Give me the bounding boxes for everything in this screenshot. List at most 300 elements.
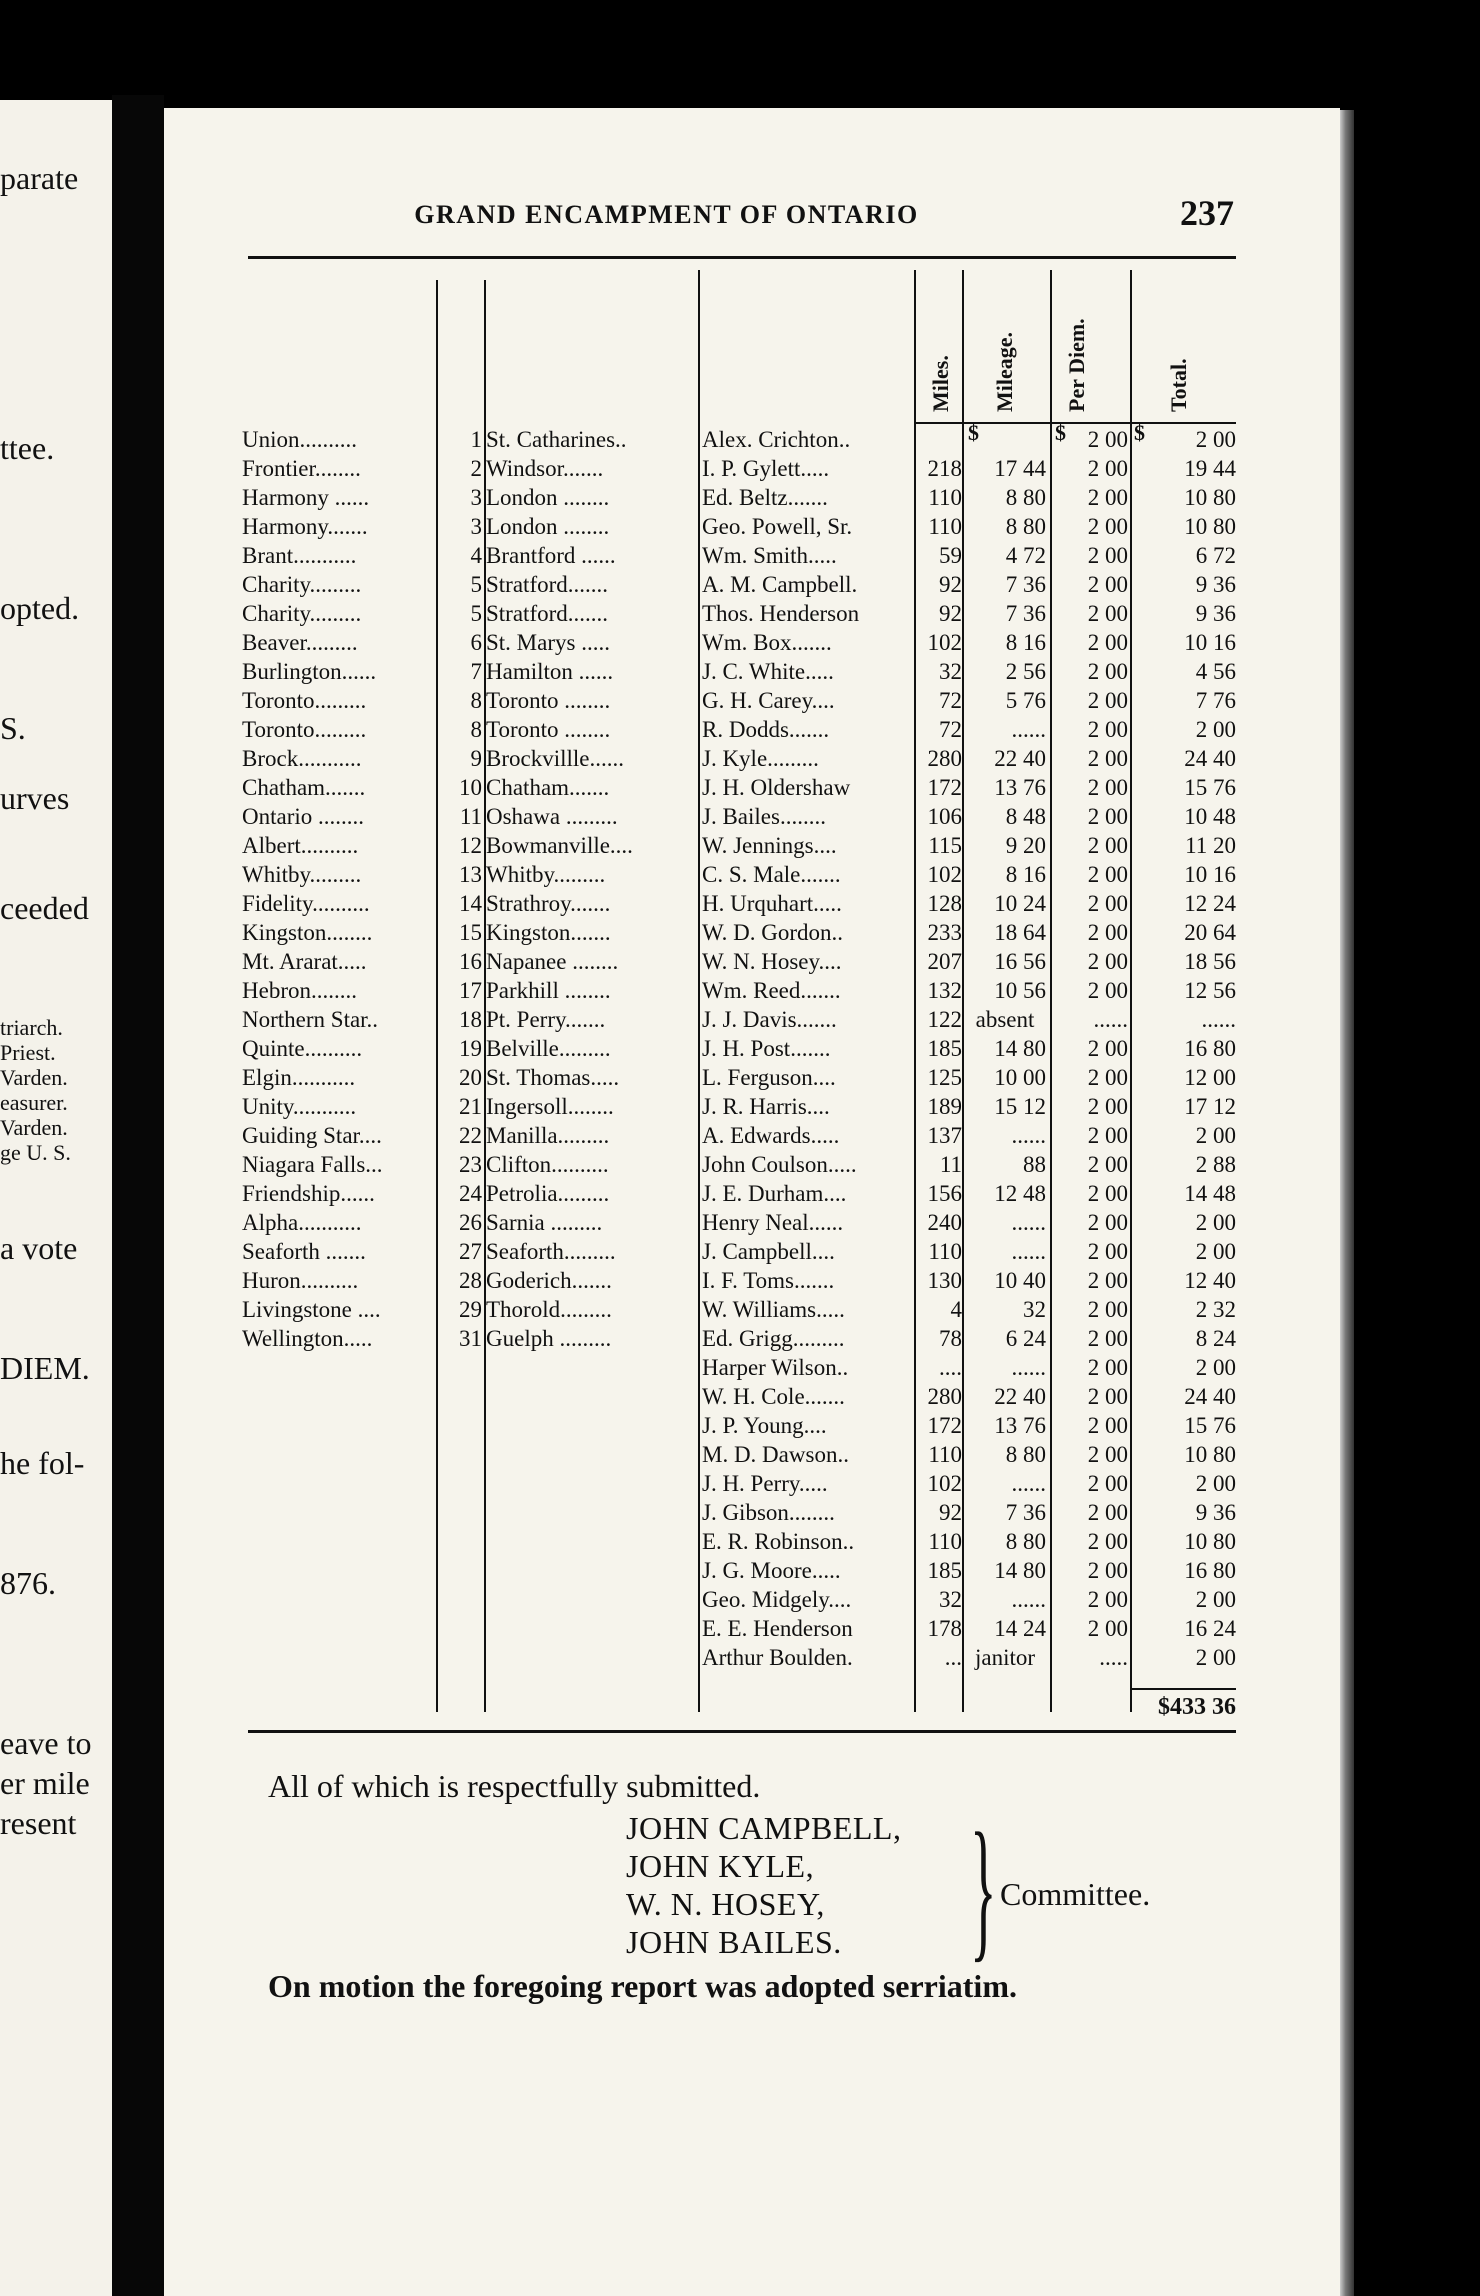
per-diem-value: 2 00 [1087,775,1128,800]
total-value: 18 56 [1184,949,1236,974]
total-value: 15 76 [1184,775,1236,800]
facing-page-text: opted. [0,590,80,626]
table-row [0,1324,1480,1353]
column-header-total: Total. [1166,358,1191,412]
representative-name: J. R. Harris.... [702,1094,830,1119]
miles-value: 110 [928,1529,962,1554]
place-name: Bowmanville.... [486,833,633,858]
mileage-value: 8 48 [1005,804,1046,829]
total-value: 2 32 [1195,1297,1236,1322]
table-row [0,1469,1480,1498]
per-diem-value: 2 00 [1087,833,1128,858]
miles-value: 122 [927,1007,962,1032]
representative-name: J. H. Perry..... [702,1471,828,1496]
representative-name: W. Williams..... [702,1297,845,1322]
per-diem-value: 2 00 [1087,1123,1128,1148]
total-value: 12 40 [1184,1268,1236,1293]
table-row [0,1411,1480,1440]
encampment-name: Fidelity.......... [242,891,370,916]
total-value: 2 00 [1195,1355,1236,1380]
table-row [0,1556,1480,1585]
mileage-value: 14 24 [994,1616,1046,1641]
place-name: Kingston....... [486,920,611,945]
miles-value: 110 [928,1442,962,1467]
representative-name: Wm. Reed....... [702,978,841,1003]
mileage-value: 7 36 [1005,1500,1046,1525]
total-value: 10 80 [1184,1529,1236,1554]
facing-page-text: S. [0,710,26,746]
encampment-name: Northern Star.. [242,1007,379,1032]
mileage-value: 16 56 [994,949,1046,974]
table-row [0,1527,1480,1556]
total-value: 9 36 [1195,572,1236,597]
table-row [0,1034,1480,1063]
total-rule [1130,1688,1236,1690]
table-row [0,1150,1480,1179]
per-diem-value: 2 00 [1087,485,1128,510]
representative-name: J. Kyle......... [702,746,819,771]
total-value: 10 80 [1184,1442,1236,1467]
encampment-number: 8 [470,717,482,742]
facing-page-text: ceeded [0,890,89,926]
encampment-name: Guiding Star.... [242,1123,382,1148]
grand-total: $433 36 [1158,1694,1236,1720]
facing-page-text: urves [0,780,70,816]
facing-page-text: ttee. [0,430,55,466]
table-row [0,1266,1480,1295]
table-row [0,1643,1480,1672]
place-name: Chatham....... [486,775,610,800]
total-value: 4 56 [1195,659,1236,684]
encampment-name: Elgin........... [242,1065,356,1090]
table-row [0,483,1480,512]
table-row [0,628,1480,657]
mileage-value: 9 20 [1005,833,1046,858]
representative-name: J. H. Oldershaw [702,775,851,800]
place-name: Seaforth......... [486,1239,616,1264]
facing-page-text: ge U. S. [0,1140,71,1165]
place-name: London ........ [486,514,610,539]
representative-name: Alex. Crichton.. [702,427,851,452]
table-row [0,1614,1480,1643]
place-name: Windsor....... [486,456,604,481]
representative-name: R. Dodds....... [702,717,830,742]
encampment-number: 2 [470,456,482,481]
miles-value: 78 [939,1326,962,1351]
per-diem-value: 2 00 [1087,1413,1128,1438]
miles-value: 218 [927,456,962,481]
table-row [0,1179,1480,1208]
table-row [0,918,1480,947]
running-title: GRAND ENCAMPMENT OF ONTARIO [414,200,919,229]
total-value: 2 00 [1195,1210,1236,1235]
table-row [0,773,1480,802]
total-value: 7 76 [1195,688,1236,713]
miles-value: 185 [927,1036,962,1061]
encampment-number: 4 [470,543,482,568]
total-value: 10 48 [1184,804,1236,829]
per-diem-value: 2 00 [1087,1094,1128,1119]
encampment-number: 19 [459,1036,482,1061]
representative-name: J. H. Post....... [702,1036,831,1061]
mileage-value: 8 16 [1005,862,1046,887]
per-diem-value: 2 00 [1087,1181,1128,1206]
table-row [0,657,1480,686]
representative-name: Geo. Powell, Sr. [702,514,853,539]
encampment-name: Quinte.......... [242,1036,363,1061]
total-value: 10 16 [1184,630,1236,655]
per-diem-value: 2 00 [1087,1297,1128,1322]
mileage-value: 10 40 [994,1268,1046,1293]
encampment-name: Seaforth ....... [242,1239,366,1264]
miles-value: 11 [939,1152,962,1177]
mileage-value: 8 80 [1005,514,1046,539]
motion-statement: On motion the foregoing report was adopted serriatim. [268,1968,1017,2004]
miles-value: 110 [928,1239,962,1264]
representative-name: Harper Wilson.. [702,1355,849,1380]
mileage-value: ...... [1011,1471,1046,1496]
total-value: 20 64 [1184,920,1236,945]
per-diem-value: 2 00 [1087,1500,1128,1525]
representative-name: I. F. Toms....... [702,1268,835,1293]
table-row [0,570,1480,599]
table-row [0,454,1480,483]
representative-name: J. G. Moore..... [702,1558,841,1583]
mileage-value: absent [975,1007,1035,1032]
table-row [0,1353,1480,1382]
place-name: St. Catharines.. [486,427,627,452]
mileage-value: 10 00 [994,1065,1046,1090]
table-row [0,1440,1480,1469]
mileage-value: 4 72 [1005,543,1046,568]
encampment-name: Mt. Ararat..... [242,949,367,974]
encampment-number: 7 [470,659,482,684]
miles-value: 128 [927,891,962,916]
representative-name: J. Gibson........ [702,1500,835,1525]
encampment-name: Unity........... [242,1094,357,1119]
mileage-value: 8 80 [1005,1529,1046,1554]
representative-name: J. J. Davis....... [702,1007,837,1032]
per-diem-value: 2 00 [1087,1210,1128,1235]
total-value: 9 36 [1195,601,1236,626]
total-value: 2 00 [1195,1123,1236,1148]
mileage-value: 12 48 [994,1181,1046,1206]
total-value: 10 80 [1184,514,1236,539]
per-diem-value: 2 00 [1087,1471,1128,1496]
mileage-value: 14 80 [994,1558,1046,1583]
encampment-name: Friendship...... [242,1181,375,1206]
total-value: 10 80 [1184,485,1236,510]
per-diem-value: 2 00 [1087,514,1128,539]
total-value: 16 80 [1184,1036,1236,1061]
mileage-value: 2 56 [1005,659,1046,684]
encampment-name: Alpha........... [242,1210,362,1235]
representative-name: A. M. Campbell. [702,572,858,597]
per-diem-value: 2 00 [1087,456,1128,481]
table-row [0,1005,1480,1034]
representative-name: Ed. Grigg......... [702,1326,845,1351]
committee-brace: } [970,1801,997,1976]
total-value: 16 24 [1184,1616,1236,1641]
encampment-number: 15 [459,920,482,945]
place-name: Belville......... [486,1036,611,1061]
table-row [0,541,1480,570]
total-value: 12 56 [1184,978,1236,1003]
closing-statement: All of which is respectfully submitted. [268,1768,761,1804]
mileage-value: 15 12 [994,1094,1046,1119]
encampment-number: 23 [459,1152,482,1177]
mileage-value: 8 16 [1005,630,1046,655]
miles-value: 280 [927,746,962,771]
encampment-name: Wellington..... [242,1326,373,1351]
per-diem-value: 2 00 [1087,920,1128,945]
total-value: 17 12 [1184,1094,1236,1119]
miles-value: 156 [927,1181,962,1206]
encampment-number: 1 [470,427,482,452]
table-row [0,947,1480,976]
encampment-name: Kingston........ [242,920,373,945]
encampment-name: Brant........... [242,543,357,568]
place-name: Petrolia......... [486,1181,610,1206]
per-diem-value: 2 00 [1087,1326,1128,1351]
encampment-name: Harmony....... [242,514,368,539]
per-diem-value: 2 00 [1087,746,1128,771]
per-diem-value: 2 00 [1087,1442,1128,1467]
mileage-value: 8 80 [1005,1442,1046,1467]
encampment-name: Chatham....... [242,775,366,800]
representative-name: J. C. White..... [702,659,834,684]
per-diem-value: 2 00 [1087,862,1128,887]
encampment-name: Toronto......... [242,717,367,742]
per-diem-value: 2 00 [1087,978,1128,1003]
miles-value: 110 [928,485,962,510]
encampment-number: 20 [459,1065,482,1090]
mileage-value: 5 76 [1005,688,1046,713]
encampment-name: Livingstone .... [242,1297,381,1322]
per-diem-value: 2 00 [1087,1065,1128,1090]
per-diem-value: 2 00 [1087,601,1128,626]
column-header-miles: Miles. [928,355,953,412]
facing-page-text: triarch. [0,1015,63,1040]
mileage-value: 10 24 [994,891,1046,916]
place-name: Brantford ...... [486,543,616,568]
table-row [0,1295,1480,1324]
mileage-value: ...... [1011,717,1046,742]
encampment-number: 17 [459,978,482,1003]
miles-value: 72 [939,688,962,713]
total-value: 2 00 [1195,427,1236,452]
miles-value: 72 [939,717,962,742]
encampment-number: 9 [470,746,482,771]
total-value: 12 24 [1184,891,1236,916]
representative-name: W. D. Gordon.. [702,920,843,945]
encampment-number: 31 [459,1326,482,1351]
representative-name: C. S. Male....... [702,862,841,887]
per-diem-value: 2 00 [1087,630,1128,655]
per-diem-value: 2 00 [1087,1239,1128,1264]
place-name: St. Thomas..... [486,1065,620,1090]
mileage-value: 32 [1023,1297,1046,1322]
facing-page-text: resent [0,1805,77,1841]
miles-value: 102 [927,862,962,887]
encampment-number: 29 [459,1297,482,1322]
encampment-name: Frontier........ [242,456,361,481]
encampment-number: 22 [459,1123,482,1148]
table-row [0,686,1480,715]
mileage-value: 13 76 [994,1413,1046,1438]
mileage-value: ...... [1011,1239,1046,1264]
representative-name: M. D. Dawson.. [702,1442,849,1467]
encampment-number: 14 [459,891,482,916]
total-value: 12 00 [1184,1065,1236,1090]
total-value: 2 00 [1195,1239,1236,1264]
currency-mark: $ [1134,420,1145,445]
encampment-name: Hebron........ [242,978,357,1003]
table-row [0,1237,1480,1266]
miles-value: 92 [939,601,962,626]
place-name: Clifton.......... [486,1152,609,1177]
encampment-name: Charity......... [242,601,362,626]
committee-label: Committee. [1000,1876,1151,1912]
table-row [0,1498,1480,1527]
encampment-number: 5 [470,601,482,626]
encampment-number: 28 [459,1268,482,1293]
mileage-value: 88 [1023,1152,1046,1177]
facing-page-text: er mile [0,1765,90,1801]
representative-name: John Coulson..... [702,1152,857,1177]
total-value: 14 48 [1184,1181,1236,1206]
mileage-value: 14 80 [994,1036,1046,1061]
miles-value: .... [939,1355,962,1380]
total-value: 2 00 [1195,1645,1236,1670]
total-value: 2 00 [1195,717,1236,742]
currency-mark: $ [1055,420,1066,445]
facing-page-text: Priest. [0,1040,56,1065]
representative-name: Arthur Boulden. [702,1645,853,1670]
place-name: Thorold......... [486,1297,612,1322]
representative-name: E. R. Robinson.. [702,1529,855,1554]
place-name: Toronto ........ [486,688,611,713]
table-row [0,860,1480,889]
table-row [0,1121,1480,1150]
place-name: Brockvillle...... [486,746,624,771]
encampment-name: Huron.......... [242,1268,359,1293]
table-bottom-rule [248,1730,1236,1733]
per-diem-value: 2 00 [1087,1268,1128,1293]
place-name: Whitby......... [486,862,606,887]
facing-page-text: easurer. [0,1090,68,1115]
miles-value: 130 [927,1268,962,1293]
per-diem-value: 2 00 [1087,1152,1128,1177]
header-rule [248,256,1236,259]
miles-value: 132 [927,978,962,1003]
encampment-name: Charity......... [242,572,362,597]
miles-value: 115 [928,833,962,858]
place-name: Pt. Perry....... [486,1007,606,1032]
representative-name: Wm. Smith..... [702,543,837,568]
encampment-number: 16 [459,949,482,974]
representative-name: Wm. Box....... [702,630,832,655]
place-name: Toronto ........ [486,717,611,742]
miles-value: 137 [927,1123,962,1148]
place-name: Parkhill ........ [486,978,611,1003]
mileage-value: 7 36 [1005,601,1046,626]
mileage-value: ...... [1011,1123,1046,1148]
encampment-name: Beaver......... [242,630,358,655]
representative-name: E. E. Henderson [702,1616,853,1641]
place-name: Napanee ........ [486,949,619,974]
miles-value: 189 [927,1094,962,1119]
place-name: Hamilton ...... [486,659,614,684]
miles-value: 172 [927,1413,962,1438]
miles-value: ... [944,1645,962,1670]
encampment-number: 6 [470,630,482,655]
total-value: 16 80 [1184,1558,1236,1583]
facing-page-text: parate [0,160,79,196]
per-diem-value: ...... [1093,1007,1128,1032]
total-value: 2 00 [1195,1471,1236,1496]
per-diem-value: 2 00 [1087,1616,1128,1641]
representative-name: A. Edwards..... [702,1123,840,1148]
per-diem-value: 2 00 [1087,717,1128,742]
facing-page-text: he fol- [0,1445,85,1481]
encampment-number: 13 [459,862,482,887]
miles-value: 4 [950,1297,962,1322]
encampment-number: 11 [459,804,482,829]
table-row [0,425,1480,454]
encampment-name: Toronto......... [242,688,367,713]
encampment-number: 27 [459,1239,482,1264]
total-value: 19 44 [1184,456,1236,481]
place-name: St. Marys ..... [486,630,610,655]
miles-value: 32 [939,659,962,684]
miles-value: 172 [927,775,962,800]
table-row [0,1063,1480,1092]
encampment-number: 5 [470,572,482,597]
currency-mark: $ [968,420,979,445]
facing-page-text: Varden. [0,1065,68,1090]
miles-value: 125 [927,1065,962,1090]
total-value: 8 24 [1195,1326,1236,1351]
place-name: Guelph ......... [486,1326,612,1351]
representative-name: Henry Neal...... [702,1210,844,1235]
total-value: 24 40 [1184,746,1236,771]
per-diem-value: ..... [1099,1645,1128,1670]
place-name: Oshawa ......... [486,804,618,829]
place-name: Manilla......... [486,1123,610,1148]
total-value: 9 36 [1195,1500,1236,1525]
total-value: 24 40 [1184,1384,1236,1409]
encampment-number: 24 [459,1181,482,1206]
signatory: W. N. HOSEY, [626,1886,825,1922]
encampment-name: Albert.......... [242,833,359,858]
per-diem-value: 2 00 [1087,659,1128,684]
miles-value: 240 [927,1210,962,1235]
encampment-number: 12 [459,833,482,858]
per-diem-value: 2 00 [1087,427,1128,452]
miles-value: 233 [927,920,962,945]
mileage-value: 10 56 [994,978,1046,1003]
representative-name: I. P. Gylett..... [702,456,830,481]
miles-value: 102 [927,630,962,655]
representative-name: Ed. Beltz....... [702,485,828,510]
header-underline [914,422,1236,424]
representative-name: Thos. Henderson [702,601,860,626]
representative-name: W. N. Hosey.... [702,949,842,974]
place-name: Goderich....... [486,1268,612,1293]
column-header-mileage: Mileage. [992,331,1017,412]
table-row [0,976,1480,1005]
